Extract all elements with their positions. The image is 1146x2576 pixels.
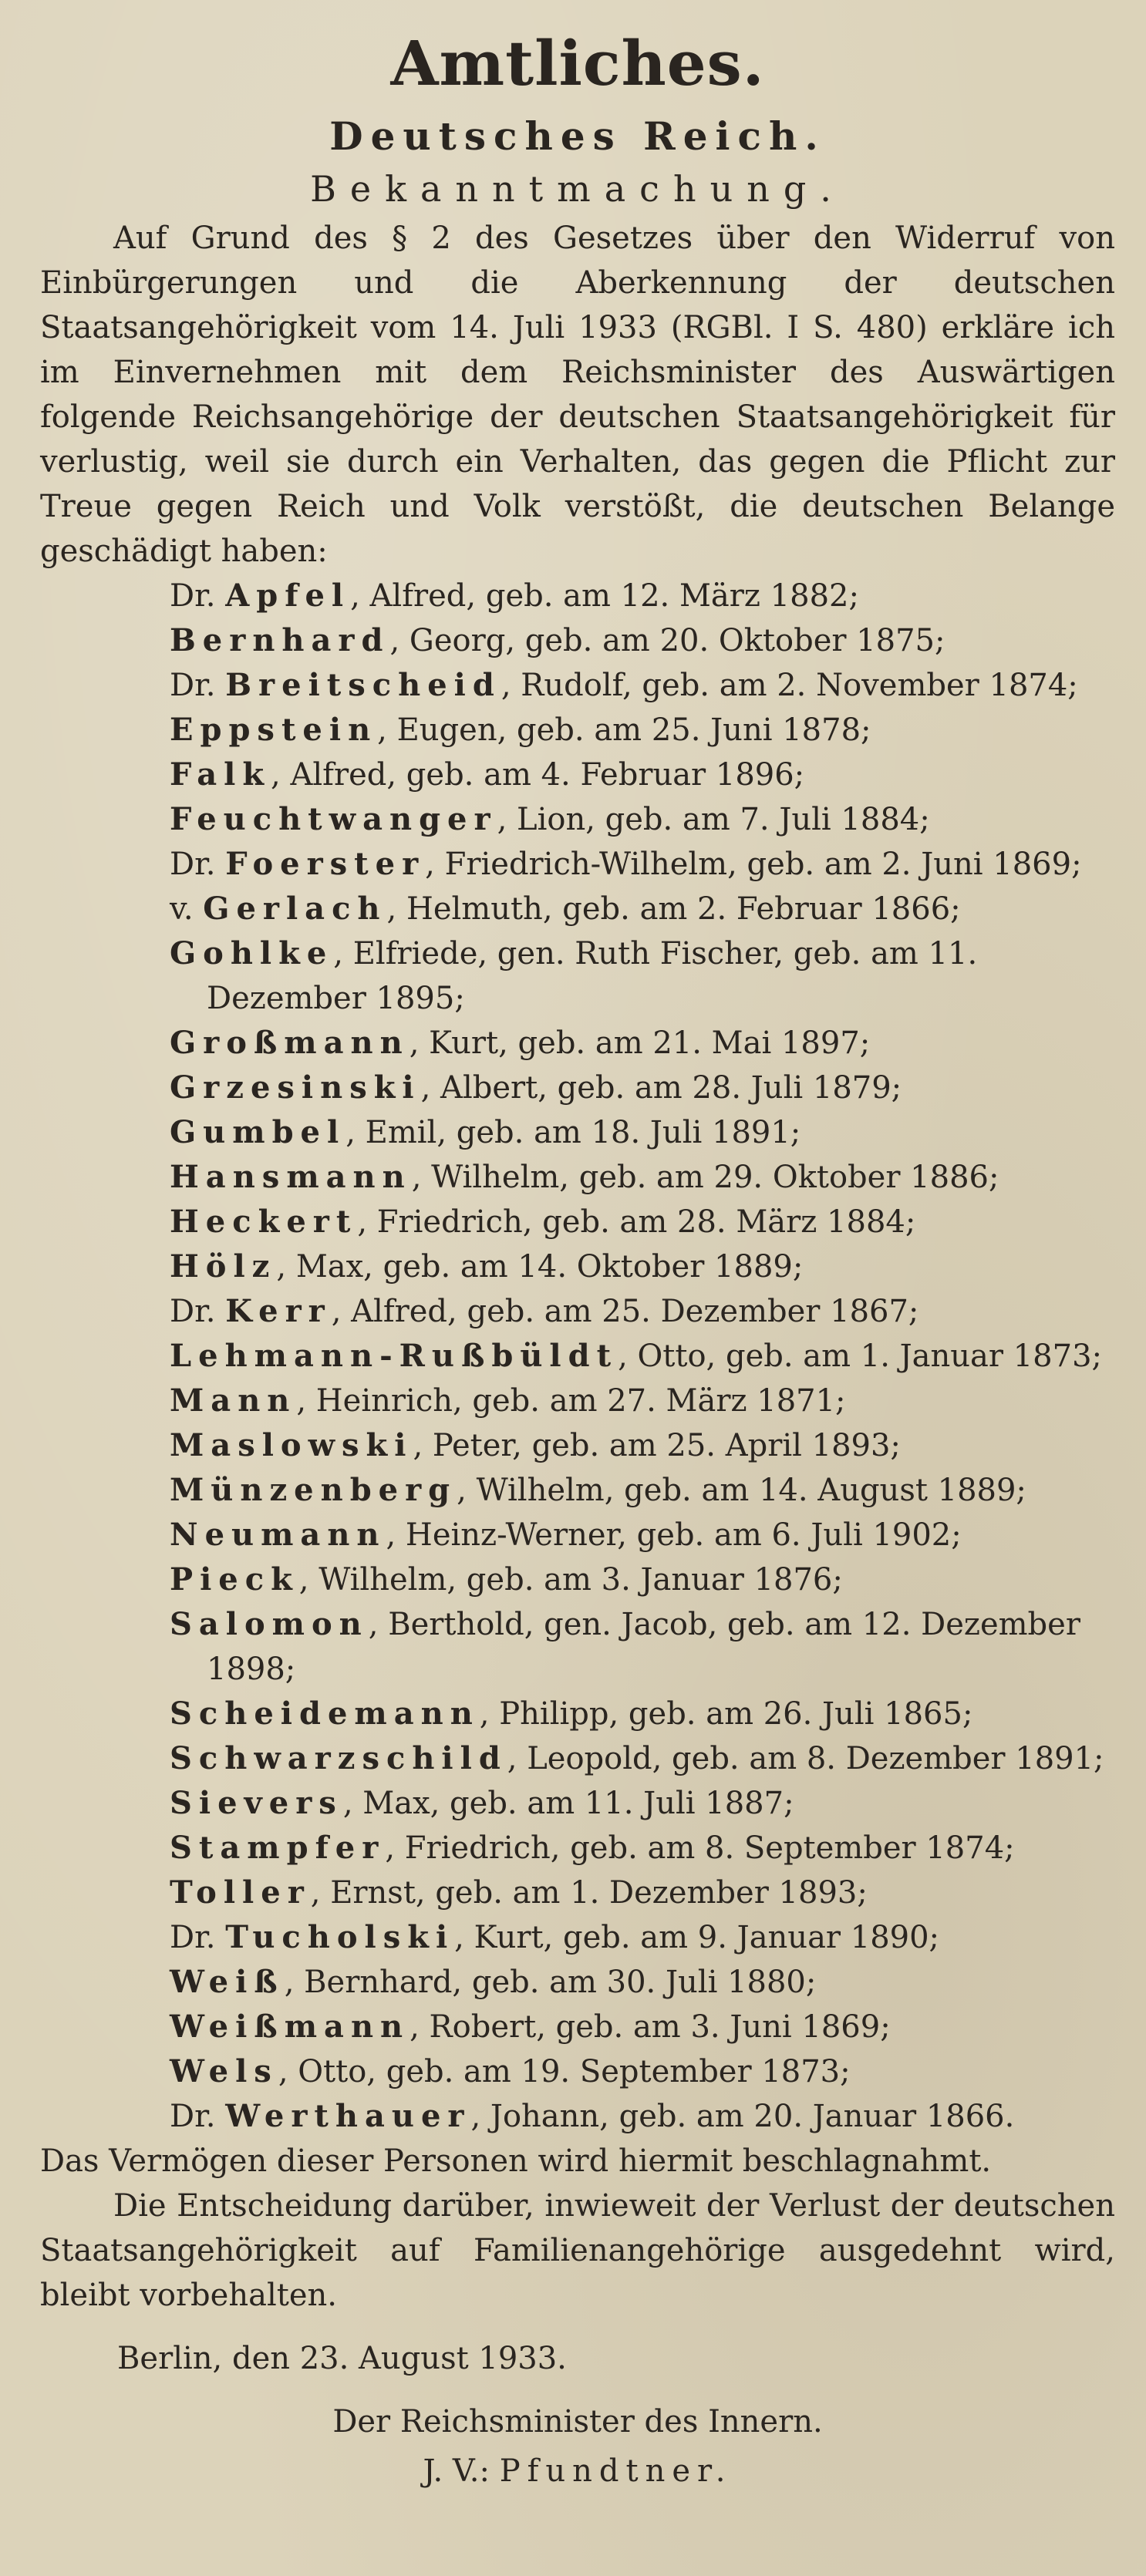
person-details: , Albert, geb. am 28. Juli 1879;: [420, 1070, 902, 1106]
list-item: [170, 1066, 1115, 1110]
person-surname: Mann: [170, 1382, 297, 1419]
person-details: , Ernst, geb. am 1. Dezember 1893;: [310, 1875, 868, 1911]
list-item: [170, 2094, 1115, 2139]
person-surname: Salomon: [170, 1606, 369, 1642]
list-item: [170, 618, 1115, 663]
person-surname: Heckert: [170, 1204, 358, 1240]
person-details: , Elfriede, gen. Ruth Fischer, geb. am 11. Dezember 1895;: [207, 936, 978, 1016]
person-surname: Pieck: [170, 1561, 299, 1598]
person-surname: Falk: [170, 756, 271, 793]
list-item: [170, 887, 1115, 931]
person-surname: Feuchtwanger: [170, 801, 497, 837]
person-surname: Apfel: [225, 577, 351, 614]
person-surname: Sievers: [170, 1785, 343, 1821]
list-item: [170, 663, 1115, 708]
realm-heading: Deutsches Reich.: [329, 113, 826, 159]
person-surname: Gumbel: [170, 1114, 346, 1150]
person-surname: Lehmann-Rußbüldt: [170, 1338, 619, 1374]
person-details: , Peter, geb. am 25. April 1893;: [413, 1428, 901, 1463]
person-surname: Werthauer: [225, 2098, 471, 2134]
list-item: [170, 931, 1115, 1021]
person-surname: Grzesinski: [170, 1069, 421, 1106]
person-surname: Foerster: [225, 846, 426, 882]
list-item: [170, 753, 1115, 797]
list-item: [170, 1602, 1115, 1692]
list-item: [170, 1781, 1115, 1826]
person-prefix: Dr.: [170, 578, 226, 614]
place-date: Berlin, den 23. August 1933.: [117, 2341, 567, 2376]
person-details: , Leopold, geb. am 8. Dezember 1891;: [507, 1741, 1104, 1776]
list-item: [170, 1557, 1115, 1602]
person-details: , Robert, geb. am 3. Juni 1869;: [410, 2009, 891, 2045]
person-details: , Kurt, geb. am 9. Januar 1890;: [454, 1920, 940, 1955]
person-details: , Alfred, geb. am 12. März 1882;: [350, 578, 859, 614]
person-details: , Friedrich-Wilhelm, geb. am 2. Juni 1869;: [425, 847, 1082, 882]
person-details: , Heinrich, geb. am 27. März 1871;: [296, 1383, 846, 1419]
person-surname: Gohlke: [170, 935, 334, 971]
person-surname: Toller: [170, 1874, 311, 1911]
intro-paragraph: Auf Grund des § 2 des Gesetzes über den Widerruf von Einbürgerungen und die Aberkennung der deutschen Staatsangehörigkeit vom 14. Juli 1933 (RGBl. I S. 480) erkläre ich im Einvernehmen mit dem Reichsminister des Auswärtigen folgende Reichsangehörige der deutschen Staatsangehörigkeit für verlustig, weil sie durch ein Verhalten, das gegen die Pflicht zur Treue gegen Reich und Volk verstößt, die deutschen Belange geschädigt haben:: [40, 221, 1115, 569]
list-item: [170, 1379, 1115, 1423]
person-surname: Neumann: [170, 1517, 386, 1553]
person-surname: Stampfer: [170, 1830, 386, 1866]
list-item: [170, 1468, 1115, 1513]
person-details: , Max, geb. am 11. Juli 1887;: [342, 1786, 794, 1821]
person-surname: Maslowski: [170, 1427, 413, 1463]
person-details: , Wilhelm, geb. am 3. Januar 1876;: [298, 1562, 843, 1598]
person-surname: Scheidemann: [170, 1695, 480, 1732]
decision-paragraph: Die Entscheidung darüber, inwieweit der Verlust der deutschen Staatsangehörigkeit auf Familienangehörige ausgedehnt wird, bleibt vorbehalten.: [40, 2188, 1115, 2313]
minister-title: Der Reichsminister des Innern.: [332, 2404, 823, 2440]
person-surname: Bernhard: [170, 622, 390, 658]
person-details: , Max, geb. am 14. Oktober 1889;: [276, 1249, 804, 1285]
person-prefix: Dr.: [170, 1920, 226, 1955]
signature-name: Pfundtner.: [499, 2453, 733, 2489]
person-details: , Emil, geb. am 18. Juli 1891;: [345, 1115, 801, 1150]
list-item: [170, 1692, 1115, 1736]
seizure-paragraph: Das Vermögen dieser Personen wird hiermit beschlagnahmt.: [40, 2143, 992, 2179]
list-item: [170, 1334, 1115, 1379]
list-item: [170, 1289, 1115, 1334]
list-item: [170, 1826, 1115, 1871]
list-item: [170, 708, 1115, 753]
list-item: [170, 1244, 1115, 1289]
list-item: [170, 1110, 1115, 1155]
list-item: [170, 1423, 1115, 1468]
person-prefix: Dr.: [170, 2099, 226, 2134]
person-prefix: v.: [170, 891, 204, 927]
list-item: [170, 2049, 1115, 2094]
list-item: [170, 1960, 1115, 2005]
list-item: [170, 574, 1115, 618]
person-details: , Alfred, geb. am 4. Februar 1896;: [271, 757, 805, 793]
signature-prefix: J. V.:: [423, 2453, 500, 2489]
person-surname: Gerlach: [203, 891, 387, 927]
person-details: , Wilhelm, geb. am 14. August 1889;: [457, 1473, 1026, 1508]
person-details: , Berthold, gen. Jacob, geb. am 12. Dezember 1898;: [207, 1607, 1080, 1687]
person-details: , Georg, geb. am 20. Oktober 1875;: [389, 623, 945, 658]
person-details: , Helmuth, geb. am 2. Februar 1866;: [386, 891, 961, 927]
person-details: , Alfred, geb. am 25. Dezember 1867;: [331, 1294, 919, 1329]
list-item: [170, 1021, 1115, 1066]
person-details: , Philipp, geb. am 26. Juli 1865;: [479, 1696, 973, 1732]
list-item: [170, 1736, 1115, 1781]
list-item: [170, 2005, 1115, 2049]
person-details: , Eugen, geb. am 25. Juni 1878;: [377, 712, 871, 748]
person-details: , Wilhelm, geb. am 29. Oktober 1886;: [411, 1160, 999, 1195]
person-surname: Großmann: [170, 1025, 410, 1061]
person-prefix: Dr.: [170, 1294, 226, 1329]
person-details: , Johann, geb. am 20. Januar 1866.: [470, 2099, 1015, 2134]
person-surname: Schwarzschild: [170, 1740, 507, 1776]
person-details: , Kurt, geb. am 21. Mai 1897;: [409, 1025, 871, 1061]
list-item: [170, 1513, 1115, 1557]
notice-title: Bekanntmachung.: [310, 168, 845, 210]
list-item: [170, 842, 1115, 887]
person-surname: Hansmann: [170, 1159, 412, 1195]
signature-line: [40, 2447, 1115, 2495]
list-item: [170, 797, 1115, 842]
person-surname: Münzenberg: [170, 1472, 457, 1508]
person-prefix: Dr.: [170, 847, 226, 882]
list-item: [170, 1915, 1115, 1960]
person-details: , Friedrich, geb. am 8. September 1874;: [385, 1830, 1015, 1866]
person-surname: Kerr: [225, 1293, 332, 1329]
person-details: , Rudolf, geb. am 2. November 1874;: [501, 668, 1078, 703]
expatriation-list: [40, 574, 1115, 2139]
list-item: [170, 1871, 1115, 1915]
person-surname: Wels: [170, 2053, 278, 2089]
person-details: , Otto, geb. am 19. September 1873;: [278, 2054, 851, 2089]
person-surname: Weißmann: [170, 2009, 410, 2045]
list-item: [170, 1155, 1115, 1200]
person-surname: Tucholski: [225, 1919, 455, 1955]
person-surname: Weiß: [170, 1964, 285, 2000]
person-surname: Hölz: [170, 1248, 277, 1285]
person-prefix: Dr.: [170, 668, 226, 703]
person-details: , Lion, geb. am 7. Juli 1884;: [497, 802, 930, 837]
section-heading: Amtliches.: [390, 27, 765, 99]
person-surname: Eppstein: [170, 712, 378, 748]
person-details: , Heinz-Werner, geb. am 6. Juli 1902;: [386, 1517, 962, 1553]
person-details: , Bernhard, geb. am 30. Juli 1880;: [284, 1965, 817, 2000]
list-item: [170, 1200, 1115, 1244]
person-details: , Friedrich, geb. am 28. März 1884;: [357, 1204, 916, 1240]
person-surname: Breitscheid: [225, 667, 501, 703]
person-details: , Otto, geb. am 1. Januar 1873;: [618, 1339, 1103, 1374]
